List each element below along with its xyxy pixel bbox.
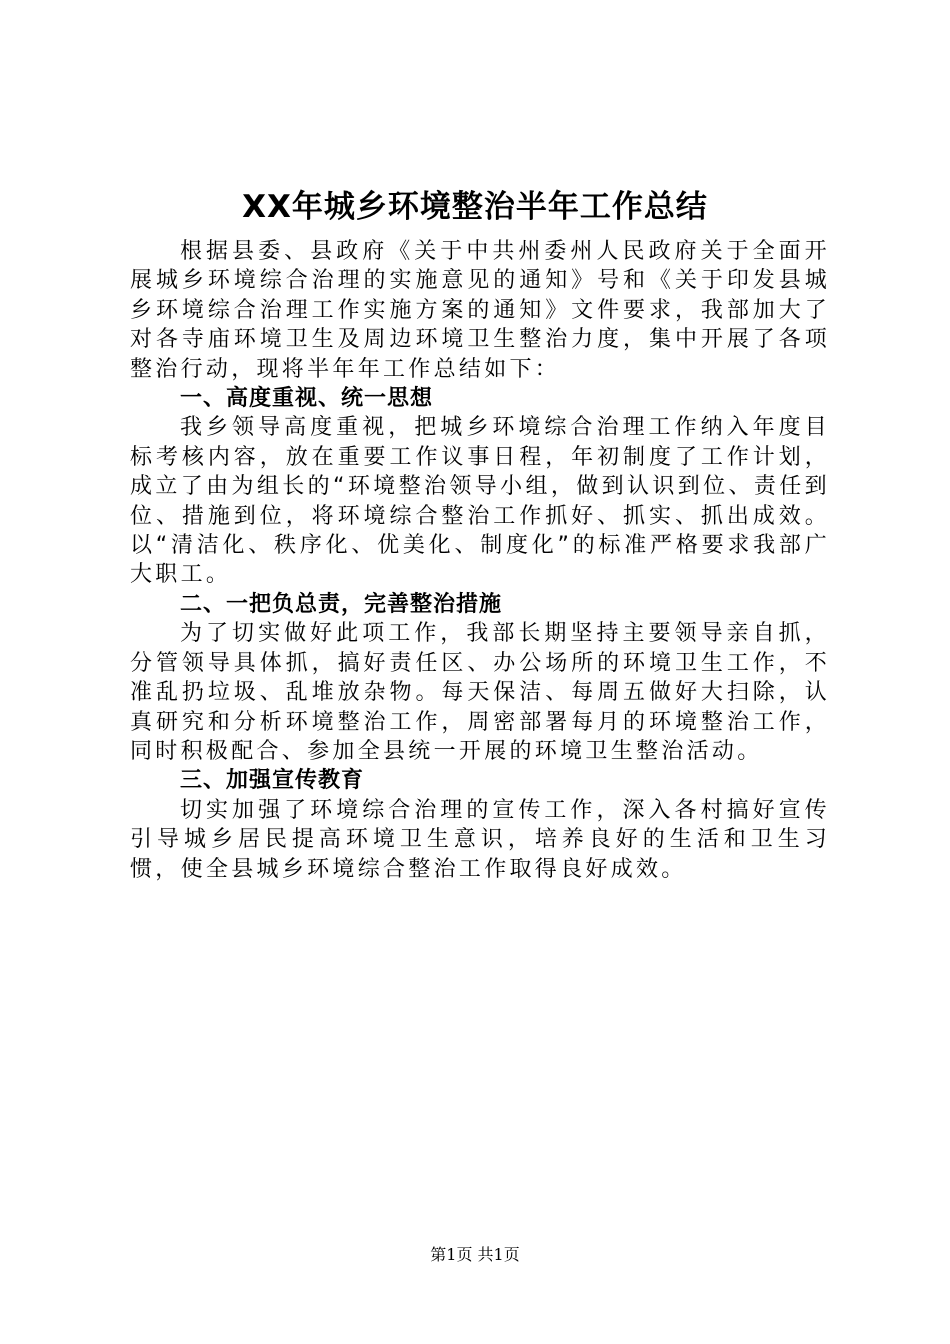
page-footer: 第1页 共1页 — [430, 1245, 520, 1264]
section-1-paragraph: 我乡领导高度重视，把城乡环境综合治理工作纳入年度目标考核内容，放在重要工作议事日程，年初制度了工作计划，成立了由为组长的“环境整治领导小组，做到认识到位、责任到位、措施到位，将环境综合整治工作抓好、抓实、抓出成效。以“清洁化、秩序化、优美化、制度化”的标准严格要求我部广大职工。 — [130, 415, 830, 588]
section-2-paragraph: 为了切实做好此项工作，我部长期坚持主要领导亲自抓，分管领导具体抓，搞好责任区、办公场所的环境卫生工作，不准乱扔垃圾、乱堆放杂物。每天保洁、每周五做好大扫除，认真研究和分析环境整治工作，周密部署每月的环境整治工作，同时积极配合、参加全县统一开展的环境卫生整治活动。 — [130, 621, 830, 764]
document-body — [130, 237, 830, 884]
document-title: XX年城乡环境整治半年工作总结 — [242, 189, 708, 225]
section-3-paragraph: 切实加强了环境综合治理的宣传工作，深入各村搞好宣传引导城乡居民提高环境卫生意识，培养良好的生活和卫生习惯，使全县城乡环境综合整治工作取得良好成效。 — [130, 797, 830, 882]
section-3-heading: 三、加强宣传教育 — [180, 768, 365, 794]
intro-paragraph: 根据县委、县政府《关于中共州委州人民政府关于全面开展城乡环境综合治理的实施意见的通知》号和《关于印发县城乡环境综合治理工作实施方案的通知》文件要求，我部加大了对各寺庙环境卫生及周边环境卫生整治力度，集中开展了各项整治行动，现将半年年工作总结如下： — [130, 239, 830, 382]
section-2-heading: 二、一把负总责，完善整治措施 — [180, 591, 503, 617]
section-1-heading: 一、高度重视、统一思想 — [180, 386, 434, 412]
